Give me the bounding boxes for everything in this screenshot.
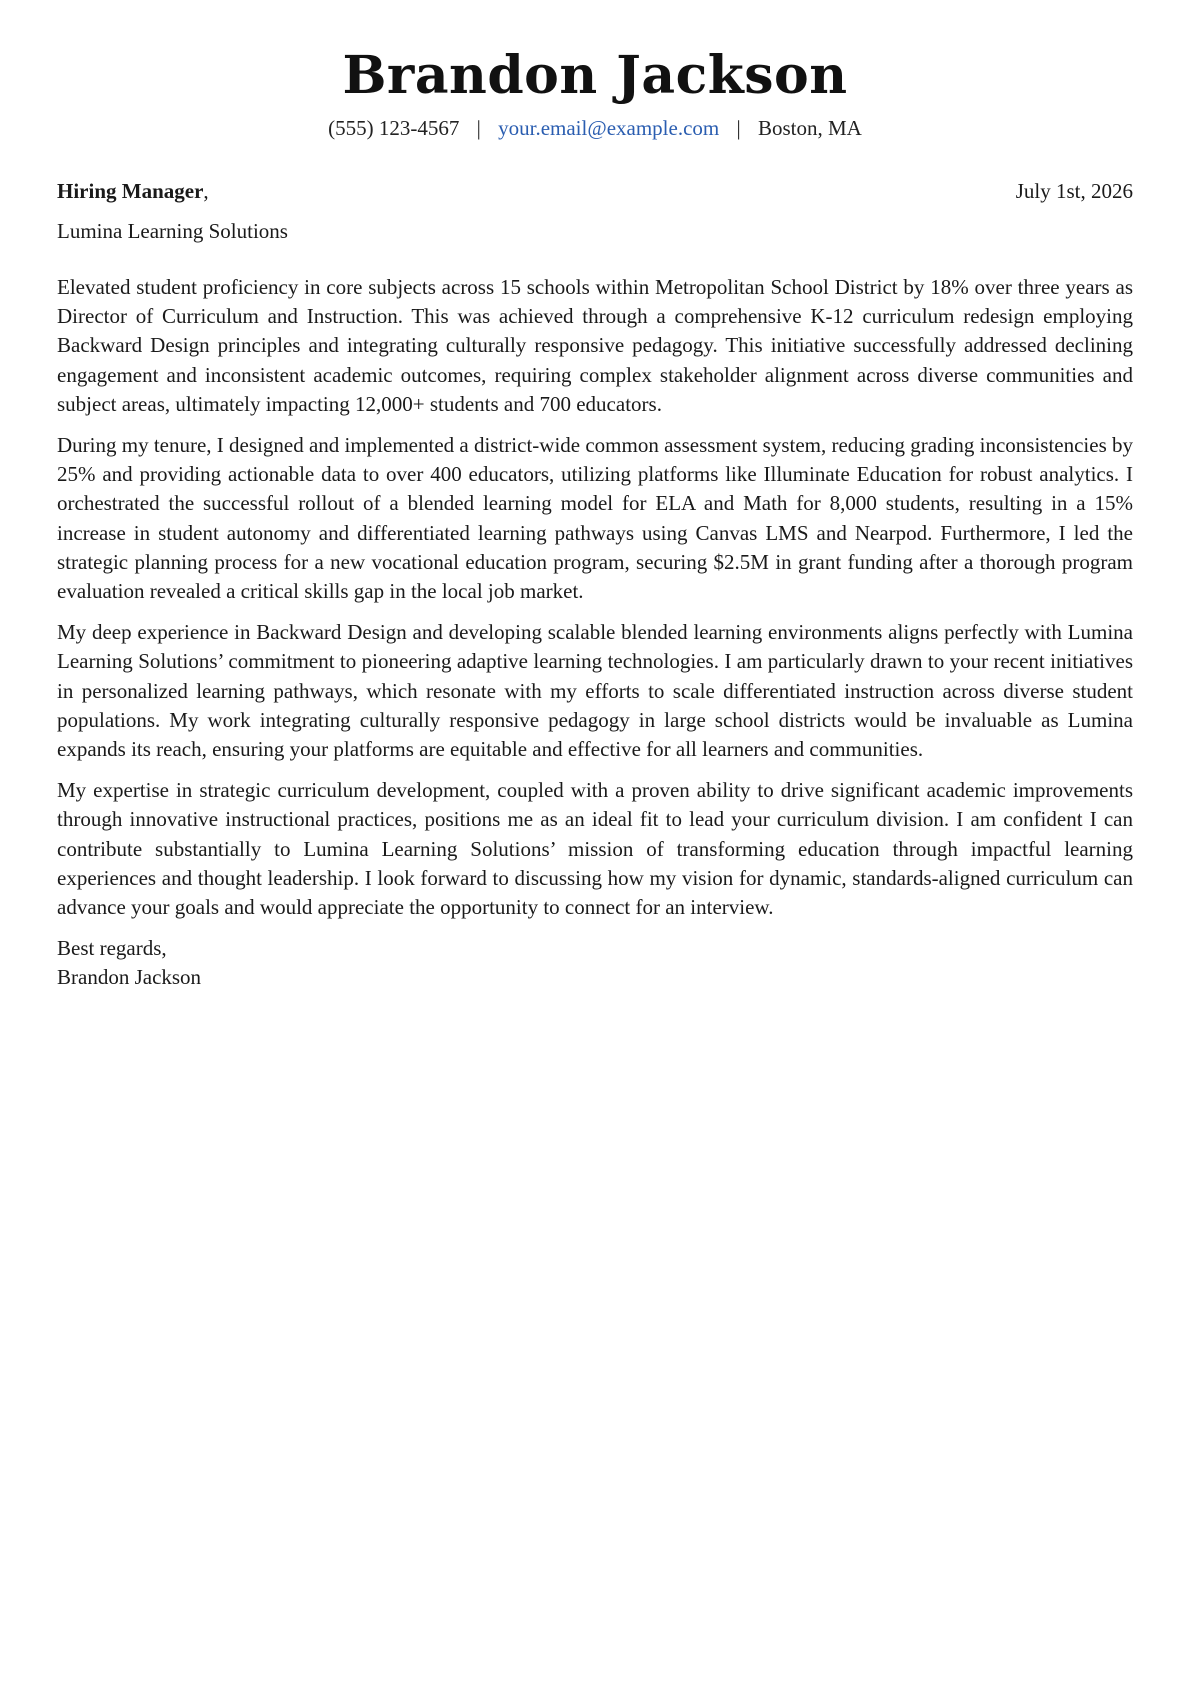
letter-body xyxy=(57,273,1133,922)
letter-closing xyxy=(57,934,1133,992)
contact-line xyxy=(57,116,1133,141)
phone-number: (555) 123-4567 xyxy=(328,116,460,140)
email-link[interactable]: your.email@example.com xyxy=(498,116,720,140)
body-paragraph-3: My deep experience in Backward Design and developing scalable blended learning environments aligns perfectly with Lumina Learning Solutions’ commitment to pioneering adaptive learning technologies. I am particularly drawn to your recent initiatives in personalized learning pathways, which resonate with my efforts to scale differentiated instruction across diverse student populations. My work integrating culturally responsive pedagogy in large school districts would be invaluable as Lumina expands its reach, ensuring your platforms are equitable and effective for all learners and communities. xyxy=(57,620,1133,762)
closing-signature: Brandon Jackson xyxy=(57,965,202,990)
recipient-title: Hiring Manager xyxy=(57,179,204,203)
location: Boston, MA xyxy=(757,116,862,140)
body-paragraph-2: During my tenure, I designed and implemented a district-wide common assessment system, reducing grading inconsistencies by 25% and providing actionable data to over 400 educators, utilizing platforms like Illuminate Education for robust analytics. I orchestrated the successful rollout of a blended learning model for ELA and Math for 8,000 students, resulting in a 15% increase in student autonomy and differentiated learning pathways using Canvas LMS and Nearpod. Furthermore, I led the strategic planning process for a new vocational education program, securing $2.5M in grant funding after a thorough program evaluation revealed a critical skills gap in the local job market. xyxy=(57,433,1134,604)
body-paragraph-4: My expertise in strategic curriculum development, coupled with a proven ability to drive significant academic improvements through innovative instructional practices, positions me as an ideal fit to lead your curriculum division. I am confident I can contribute substantially to Lumina Learning Solutions’ mission of transforming education through impactful learning experiences and thought leadership. I look forward to discussing how my vision for dynamic, standards-aligned curriculum can advance your goals and would appreciate the opportunity to connect for an interview. xyxy=(57,778,1133,920)
company-name: Lumina Learning Solutions xyxy=(57,219,288,243)
body-paragraph-1: Elevated student proficiency in core subjects across 15 schools within Metropolitan School District by 18% over three years as Director of Curriculum and Instruction. This was achieved through a comprehensive K-12 curriculum redesign employing Backward Design principles and integrating culturally responsive pedagogy. This initiative successfully addressed declining engagement and inconsistent academic outcomes, requiring complex stakeholder alignment across diverse communities and subject areas, ultimately impacting 12,000+ students and 700 educators. xyxy=(57,275,1133,416)
closing-salutation: Best regards, xyxy=(57,936,167,961)
recipient-greeting xyxy=(57,179,209,204)
recipient-line xyxy=(57,179,1133,207)
contact-separator: | xyxy=(476,116,481,140)
letter-date: July 1st, 2026 xyxy=(1015,179,1133,203)
contact-separator: | xyxy=(736,116,741,140)
applicant-name: Brandon Jackson xyxy=(342,45,848,106)
recipient-suffix: , xyxy=(203,179,209,203)
